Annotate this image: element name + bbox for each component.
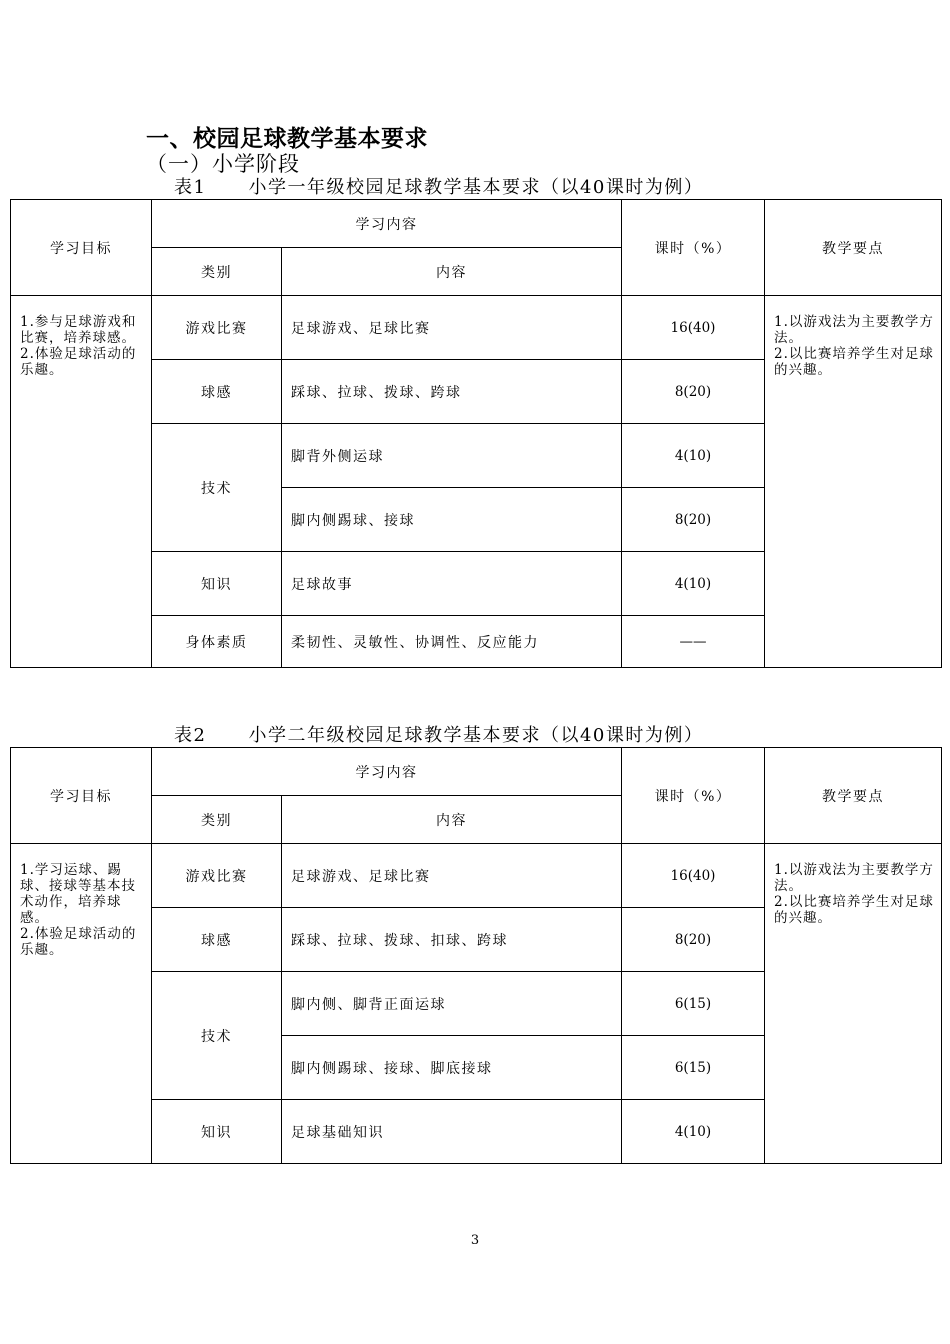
table2-number: 表2 (174, 725, 207, 746)
table1-header-points: 教学要点 (765, 200, 942, 296)
content-cell: 足球游戏、足球比赛 (282, 296, 622, 360)
point-item: 2.以比赛培养学生对足球的兴趣。 (774, 346, 934, 378)
content-cell: 足球基础知识 (282, 1100, 622, 1164)
objective-item: 2.体验足球活动的乐趣。 (20, 346, 137, 378)
table2-header-row (11, 748, 942, 796)
table1-objectives (11, 296, 152, 668)
content-cell: 足球游戏、足球比赛 (282, 844, 622, 908)
category-cell: 技术 (152, 972, 282, 1100)
category-cell: 游戏比赛 (152, 296, 282, 360)
table1-title: 小学一年级校园足球教学基本要求（以40课时为例） (248, 177, 704, 198)
table2-header-content: 学习内容 (152, 748, 622, 796)
hours-cell: 16(40) (622, 844, 765, 908)
category-cell: 技术 (152, 424, 282, 552)
category-cell: 身体素质 (152, 616, 282, 668)
table2-header-points: 教学要点 (765, 748, 942, 844)
table1-header-row (11, 200, 942, 248)
hours-cell: 16(40) (622, 296, 765, 360)
table2-caption (174, 721, 703, 747)
table1-caption (174, 173, 703, 199)
hours-cell: 4(10) (622, 1100, 765, 1164)
content-cell: 柔韧性、灵敏性、协调性、反应能力 (282, 616, 622, 668)
table1-header-objective: 学习目标 (11, 200, 152, 296)
content-cell: 踩球、拉球、拨球、跨球 (282, 360, 622, 424)
hours-cell: 8(20) (622, 360, 765, 424)
hours-cell: 4(10) (622, 552, 765, 616)
section-heading: 一、校园足球教学基本要求 (146, 126, 428, 152)
hours-cell: 4(10) (622, 424, 765, 488)
point-item: 1.以游戏法为主要教学方法。 (774, 862, 934, 894)
content-cell: 脚内侧、脚背正面运球 (282, 972, 622, 1036)
table2-title: 小学二年级校园足球教学基本要求（以40课时为例） (248, 725, 704, 746)
content-cell: 足球故事 (282, 552, 622, 616)
content-cell: 踩球、拉球、拨球、扣球、跨球 (282, 908, 622, 972)
hours-cell: 6(15) (622, 1036, 765, 1100)
hours-cell: 8(20) (622, 908, 765, 972)
category-cell: 知识 (152, 1100, 282, 1164)
table2-header-detail: 内容 (282, 796, 622, 844)
category-cell: 球感 (152, 360, 282, 424)
point-item: 1.以游戏法为主要教学方法。 (774, 314, 934, 346)
table-row (11, 844, 942, 908)
table1-number: 表1 (174, 177, 207, 198)
content-cell: 脚内侧踢球、接球、脚底接球 (282, 1036, 622, 1100)
table2-points (765, 844, 942, 1164)
table1 (10, 199, 942, 668)
table2-header-category: 类别 (152, 796, 282, 844)
category-cell: 游戏比赛 (152, 844, 282, 908)
subsection-heading: （一）小学阶段 (146, 152, 300, 176)
table2-header-hours: 课时（%） (622, 748, 765, 844)
table1-header-hours: 课时（%） (622, 200, 765, 296)
table2-header-objective: 学习目标 (11, 748, 152, 844)
table2 (10, 747, 942, 1164)
table1-header-category: 类别 (152, 248, 282, 296)
table-row (11, 296, 942, 360)
table1-header-detail: 内容 (282, 248, 622, 296)
objective-item: 1.参与足球游戏和比赛，培养球感。 (20, 314, 137, 346)
page-number: 3 (470, 1233, 480, 1248)
category-cell: 知识 (152, 552, 282, 616)
content-cell: 脚背外侧运球 (282, 424, 622, 488)
table1-header-content: 学习内容 (152, 200, 622, 248)
point-item: 2.以比赛培养学生对足球的兴趣。 (774, 894, 934, 926)
content-cell: 脚内侧踢球、接球 (282, 488, 622, 552)
table1-points (765, 296, 942, 668)
table2-objectives (11, 844, 152, 1164)
hours-cell: —— (622, 616, 765, 668)
category-cell: 球感 (152, 908, 282, 972)
objective-item: 2.体验足球活动的乐趣。 (20, 926, 137, 958)
objective-item: 1.学习运球、踢球、接球等基本技术动作，培养球感。 (20, 862, 136, 926)
hours-cell: 8(20) (622, 488, 765, 552)
hours-cell: 6(15) (622, 972, 765, 1036)
